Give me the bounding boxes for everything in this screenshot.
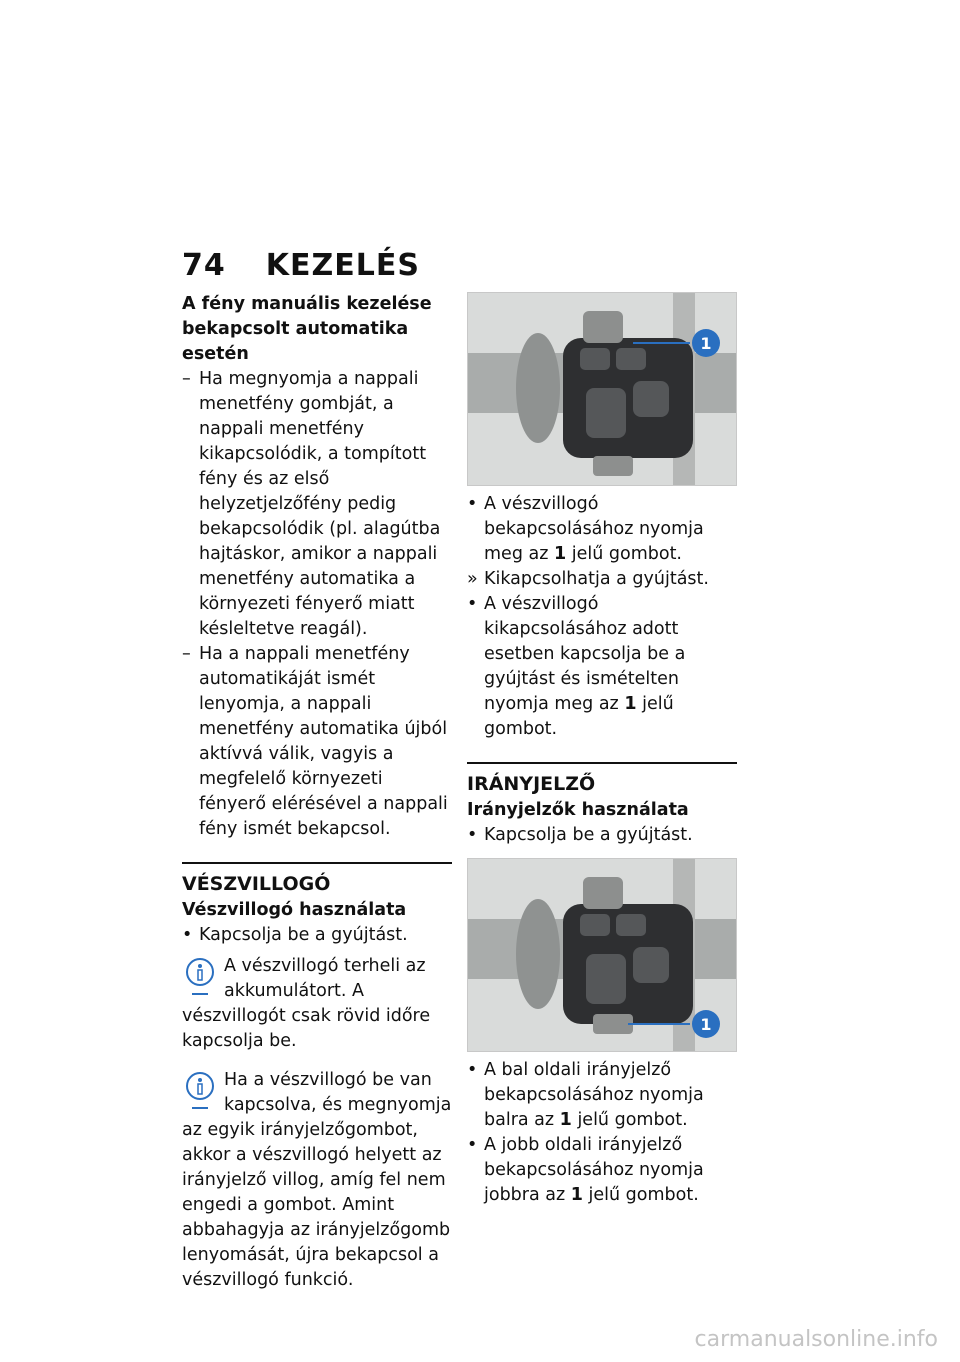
left-column bbox=[182, 292, 452, 1293]
info-icon bbox=[182, 1070, 218, 1114]
section-title-manual-light: A fény manuális kezelése bekapcsolt automatika esetén bbox=[182, 294, 432, 364]
bullet-marker: • bbox=[467, 594, 478, 614]
bullet-marker: • bbox=[467, 1060, 478, 1080]
list-item-text: A bal oldali irányjelző bekapcsolásához nyomja balra az bbox=[484, 1060, 704, 1130]
info-note bbox=[182, 1068, 452, 1293]
reference-number: 1 bbox=[624, 694, 637, 714]
callout-number: 1 bbox=[700, 334, 712, 353]
list-item-text: Ha megnyomja a nappali menetfény gombját, a nappali menetfény kikapcsolódik, a tompított fény és az első helyzetjelzőfény pedig bekapcsolódik (pl. alagútba hajtáskor, amikor a nappali menetfény automatika a környezeti fényerő miatt késleltetve reagál). bbox=[199, 369, 441, 639]
list-item-text: A jobb oldali irányjelző bekapcsolásához nyomja jobbra az bbox=[484, 1135, 704, 1205]
bullet-marker: • bbox=[467, 1135, 478, 1155]
bullet-marker: • bbox=[467, 494, 478, 514]
list-item-text: Ha a nappali menetfény automatikáját ismét lenyomja, a nappali menetfény automatika újból aktívvá válik, vagyis a megfelelő környezeti fényerő elérésével a nappali fény ismét bekapcsol. bbox=[199, 644, 448, 839]
list-item-text: Kapcsolja be a gyújtást. bbox=[199, 925, 408, 945]
dash-marker: – bbox=[182, 644, 191, 664]
list-item-text: jelű gombot. bbox=[484, 694, 674, 739]
note-text: Ha a vészvillogó be van kapcsolva, és megnyomja az egyik irányjelzőgombot, akkor a vészvillogó helyett az irányjelző villog, amíg fel nem engedi a gombot. Amint abbahagyja az irányjelzőgomb lenyomását, újra bekapcsol a vészvillogó funkció. bbox=[182, 1070, 452, 1290]
result-text: Kikapcsolhatja a gyújtást. bbox=[484, 569, 709, 589]
list-item bbox=[467, 592, 737, 742]
list-item-text: jelű gombot. bbox=[577, 1110, 688, 1130]
dash-marker: – bbox=[182, 369, 191, 389]
right-column bbox=[467, 292, 737, 1208]
reference-number: 1 bbox=[570, 1185, 583, 1205]
result-marker: » bbox=[467, 569, 478, 589]
handlebar-switch-illustration bbox=[468, 859, 736, 1051]
footer-watermark[interactable]: carmanualsonline.info bbox=[694, 1327, 938, 1352]
list-item bbox=[467, 492, 737, 567]
page-number: 74 bbox=[182, 248, 226, 283]
bullet-marker: • bbox=[182, 925, 193, 945]
section-heading-hazard: VÉSZVILLOGÓ bbox=[182, 862, 452, 898]
figure-turn-signal-switch bbox=[467, 858, 737, 1052]
subsection-title-hazard-use: Vészvillogó használata bbox=[182, 900, 407, 920]
handlebar-switch-illustration bbox=[468, 293, 736, 485]
reference-number: 1 bbox=[553, 544, 567, 564]
list-item bbox=[467, 1133, 737, 1208]
callout-number: 1 bbox=[700, 1015, 712, 1034]
list-item-text: jelű gombot. bbox=[588, 1185, 699, 1205]
list-item bbox=[182, 367, 452, 642]
bullet-marker: • bbox=[467, 825, 478, 845]
list-item bbox=[467, 823, 737, 848]
list-item-text: A vészvillogó bekapcsolásához nyomja meg az bbox=[484, 494, 704, 564]
list-item bbox=[182, 642, 452, 842]
section-heading-turn-signal: IRÁNYJELZŐ bbox=[467, 762, 737, 798]
info-icon bbox=[182, 956, 218, 1000]
list-item-text: A vészvillogó kikapcsolásához adott esetben kapcsolja be a gyújtást és ismételten nyomja meg az bbox=[484, 594, 686, 714]
result-item bbox=[467, 567, 737, 592]
info-note bbox=[182, 954, 452, 1054]
list-item bbox=[182, 923, 452, 948]
page-header bbox=[182, 248, 420, 283]
list-item-text: jelű gombot. bbox=[571, 544, 682, 564]
figure-hazard-switch bbox=[467, 292, 737, 486]
note-text: A vészvillogó terheli az akkumulátort. A vészvillogót csak rövid időre kapcsolja be. bbox=[182, 956, 431, 1051]
subsection-title-turn-signal-use: Irányjelzők használata bbox=[467, 800, 689, 820]
reference-number: 1 bbox=[559, 1110, 572, 1130]
chapter-title: KEZELÉS bbox=[265, 248, 420, 283]
list-item-text: Kapcsolja be a gyújtást. bbox=[484, 825, 693, 845]
list-item bbox=[467, 1058, 737, 1133]
